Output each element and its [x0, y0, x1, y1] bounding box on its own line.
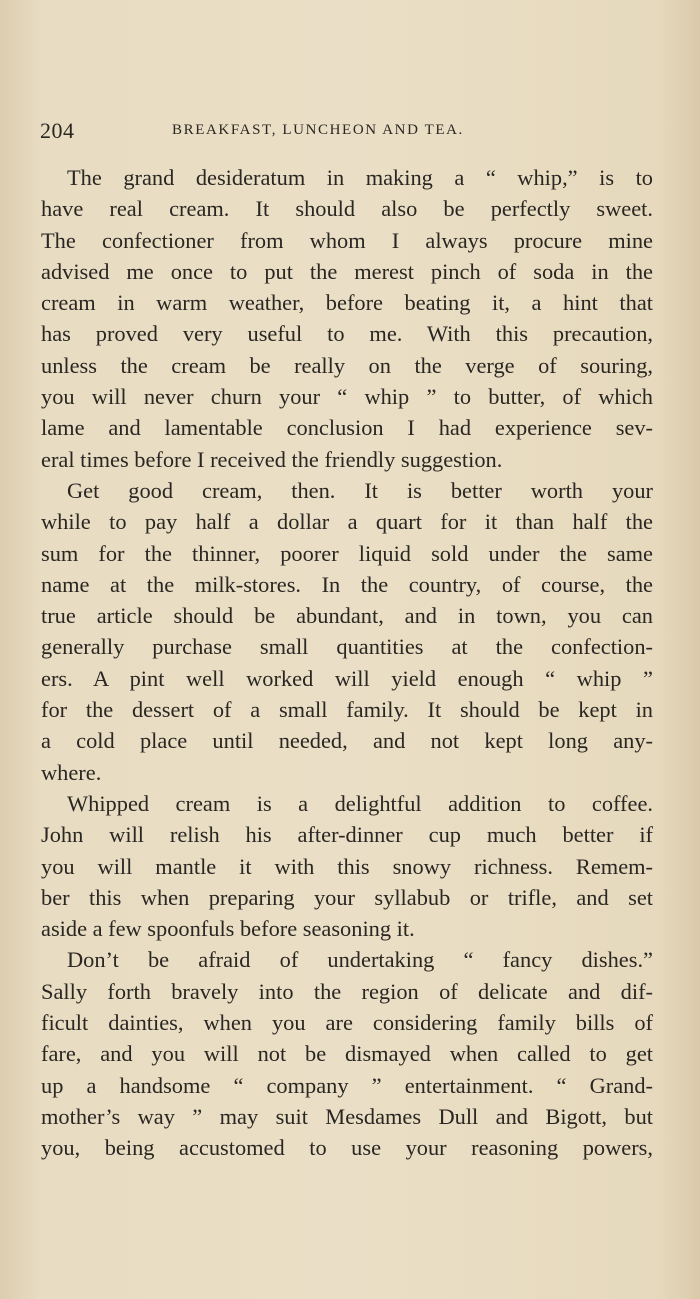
text-line: true article should be abundant, and in town, you can — [41, 603, 653, 629]
text-line: unless the cream be really on the verge of souring, — [41, 352, 653, 378]
text-line: Get good cream, then. It is better worth your — [67, 477, 653, 503]
text-line: mother’s way ” may suit Mesdames Dull and Bigott, but — [41, 1103, 653, 1129]
text-line: John will relish his after-dinner cup much better if — [41, 822, 653, 848]
text-line: ber this when preparing your syllabub or trifle, and set — [41, 884, 653, 910]
text-line: sum for the thinner, poorer liquid sold under the same — [41, 540, 653, 566]
text-line: where. — [41, 759, 102, 785]
running-title: BREAKFAST, LUNCHEON AND TEA. — [172, 122, 464, 138]
text-line: fare, and you will not be dismayed when called to get — [41, 1041, 653, 1067]
text-line: eral times before I received the friendly suggestion. — [41, 446, 503, 472]
text-line: up a handsome “ company ” entertainment. “ Grand- — [41, 1072, 653, 1098]
text-line: you will never churn your “ whip ” to butter, of which — [41, 384, 653, 410]
page-header — [40, 118, 652, 148]
text-line: ficult dainties, when you are considering family bills of — [41, 1010, 653, 1036]
text-line: generally purchase small quantities at the confection- — [41, 634, 653, 660]
text-line: has proved very useful to me. With this precaution, — [41, 321, 653, 347]
text-line: Whipped cream is a delightful addition to coffee. — [67, 790, 653, 816]
text-line: advised me once to put the merest pinch of soda in the — [41, 258, 653, 284]
text-line: Don’t be afraid of undertaking “ fancy dishes.” — [67, 947, 653, 973]
page-number: 204 — [40, 118, 75, 143]
text-line: The confectioner from whom I always procure mine — [41, 227, 653, 253]
body-text — [41, 162, 653, 1164]
text-line: have real cream. It should also be perfectly sweet. — [41, 196, 653, 222]
text-line: Sally forth bravely into the region of delicate and dif- — [41, 978, 653, 1004]
text-line: ers. A pint well worked will yield enough “ whip ” — [41, 665, 653, 691]
text-line: The grand desideratum in making a “ whip,” is to — [67, 165, 653, 190]
text-line: you, being accustomed to use your reasoning powers, — [41, 1135, 653, 1161]
text-line: while to pay half a dollar a quart for it than half the — [41, 509, 653, 535]
text-line: name at the milk-stores. In the country, of course, the — [41, 571, 653, 597]
text-line: cream in warm weather, before beating it, a hint that — [41, 290, 653, 316]
text-line: a cold place until needed, and not kept long any- — [41, 728, 653, 754]
text-line: aside a few spoonfuls before seasoning it. — [41, 916, 415, 942]
text-line: for the dessert of a small family. It should be kept in — [41, 697, 653, 723]
text-line: lame and lamentable conclusion I had experience sev- — [41, 415, 653, 441]
text-line: you will mantle it with this snowy richness. Remem- — [41, 853, 653, 879]
